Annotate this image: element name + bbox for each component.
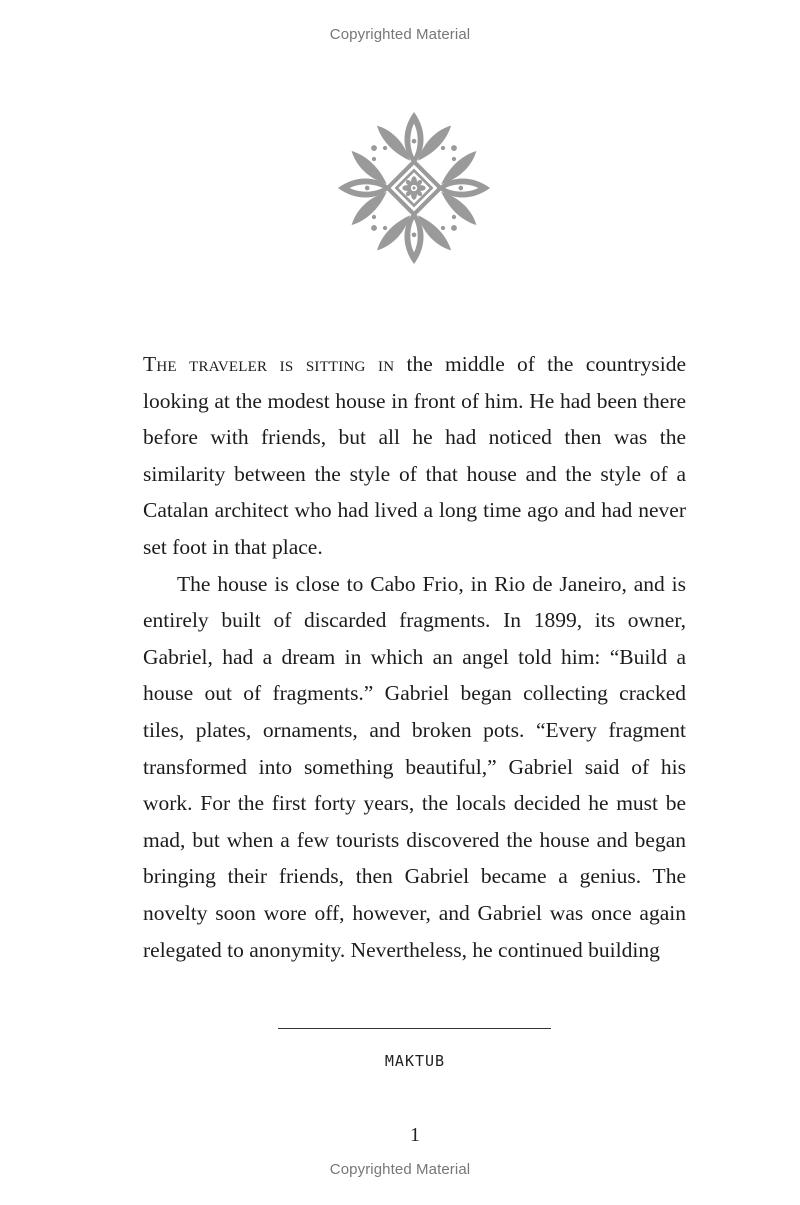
page-number: 1 (410, 1124, 420, 1146)
copyright-watermark-bottom: Copyrighted Material (329, 1161, 471, 1178)
footer-rule (278, 1028, 551, 1029)
copyright-watermark-top: Copyrighted Material (329, 26, 471, 43)
body-text (143, 346, 686, 968)
running-title: MAKTUB (384, 1052, 446, 1070)
lead-in-small-caps: The traveler is sitting in (143, 352, 395, 376)
floral-ornament-icon (336, 106, 492, 270)
paragraph-2: The house is close to Cabo Frio, in Rio de Janeiro, and is entirely built of discarded fragments. In 1899, its owner, Gabriel, had a dream in which an angel told him: “Build a house out of fragments.” Gabriel began collecting cracked tiles, plates, ornaments, and broken pots. “Every fragment transformed into something beautiful,” Gabriel said of his work. For the first forty years, the locals decided he must be mad, but when a few tourists discovered the house and began bringing their friends, then Gabriel became a genius. The novelty soon wore off, however, and Gabriel was once again relegated to anonymity. Nevertheless, he continued building (143, 571, 686, 962)
paragraph-1 (143, 346, 686, 566)
paragraph-1-text: the middle of the countryside looking at the modest house in front of him. He had been there before with friends, but all he had noticed then was the similarity between the style of that house and the style of a Catalan architect who had lived a long time ago and had never set foot in that place. (143, 352, 686, 559)
